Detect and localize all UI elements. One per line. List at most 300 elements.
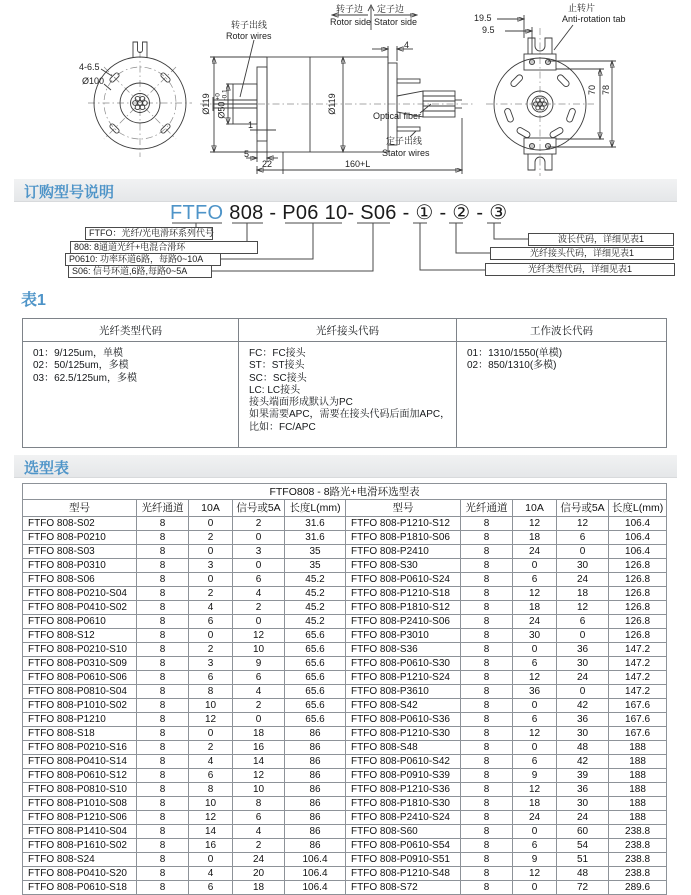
cell-length: 126.8 <box>609 601 667 615</box>
selection-table-title-row <box>23 484 667 500</box>
cell-signal-5a: 72 <box>557 881 609 895</box>
dia-119-right-label: Ø119 <box>327 93 337 115</box>
callout-power-rings: P0610: 功率环道6路，每路0~10A <box>65 253 221 266</box>
cell-10a: 2 <box>189 531 233 545</box>
cell-fiber-channels: 8 <box>461 769 513 783</box>
cell-10a: 24 <box>513 545 557 559</box>
cell-signal-5a: 6 <box>557 531 609 545</box>
cell-model: FTFO 808-P0810-S10 <box>23 783 137 797</box>
cell-model: FTFO 808-P0210-S04 <box>23 587 137 601</box>
callout-signal-rings: S06: 信号环道,6路,每路0~5A <box>68 265 212 278</box>
cell-10a: 9 <box>513 769 557 783</box>
cell-fiber-channels: 8 <box>137 727 189 741</box>
dim-length-label: 160+L <box>345 159 371 169</box>
anti-rotation-label-en: Anti-rotation tab <box>562 14 626 24</box>
cell-fiber-channels: 8 <box>461 713 513 727</box>
table-row <box>23 657 667 671</box>
optical-fiber-label: Optical fiber <box>373 111 422 121</box>
table-row <box>23 797 667 811</box>
cell-length: 45.2 <box>285 587 346 601</box>
cell-signal-5a: 42 <box>557 755 609 769</box>
cell-model: FTFO 808-P1210-S18 <box>346 587 461 601</box>
cell-length: 188 <box>609 755 667 769</box>
table-row <box>23 643 667 657</box>
cell-length: 106.4 <box>609 531 667 545</box>
cell-10a: 30 <box>513 629 557 643</box>
table1-header-connector: 光纤接头代码 <box>239 319 457 342</box>
cell-model: FTFO 808-S18 <box>23 727 137 741</box>
cell-fiber-channels: 8 <box>461 587 513 601</box>
cell-signal-5a: 4 <box>233 825 285 839</box>
dim-9-5-label: 9.5 <box>482 25 495 35</box>
cell-model: FTFO 808-P1610-S02 <box>23 839 137 853</box>
table1-line: FC：FC接头 <box>249 348 306 359</box>
cell-length: 126.8 <box>609 587 667 601</box>
table1-connector-cell <box>239 342 457 448</box>
table1-header-row <box>23 319 667 342</box>
cell-fiber-channels: 8 <box>461 573 513 587</box>
selection-table-title: FTFO808 - 8路光+电滑环选型表 <box>23 484 667 500</box>
model-rest: 808 - P06 10- S06 - ① - ② - ③ <box>229 202 508 224</box>
cell-fiber-channels: 8 <box>461 797 513 811</box>
cell-model: FTFO 808-P3010 <box>346 629 461 643</box>
cell-fiber-channels: 8 <box>137 545 189 559</box>
cell-model: FTFO 808-P0610-S42 <box>346 755 461 769</box>
cell-fiber-channels: 8 <box>137 713 189 727</box>
callout-fiber-type-code: 光纤类型代码，详细见表1 <box>485 263 675 276</box>
cell-fiber-channels: 8 <box>461 615 513 629</box>
table1-wavelength-cell <box>457 342 667 448</box>
cell-fiber-channels: 8 <box>137 657 189 671</box>
cell-10a: 6 <box>189 615 233 629</box>
cell-length: 86 <box>285 727 346 741</box>
cell-model: FTFO 808-S72 <box>346 881 461 895</box>
cell-fiber-channels: 8 <box>137 587 189 601</box>
cell-fiber-channels: 8 <box>137 601 189 615</box>
table-row <box>23 685 667 699</box>
cell-fiber-channels: 8 <box>137 881 189 895</box>
table-row <box>23 881 667 895</box>
cell-signal-5a: 12 <box>557 517 609 531</box>
cell-10a: 2 <box>189 741 233 755</box>
cell-model: FTFO 808-S36 <box>346 643 461 657</box>
cell-10a: 0 <box>189 573 233 587</box>
cell-fiber-channels: 8 <box>461 811 513 825</box>
cell-length: 167.6 <box>609 727 667 741</box>
cell-fiber-channels: 8 <box>137 741 189 755</box>
cell-signal-5a: 12 <box>233 769 285 783</box>
cell-model: FTFO 808-S02 <box>23 517 137 531</box>
cell-model: FTFO 808-P0210-S10 <box>23 643 137 657</box>
cell-signal-5a: 12 <box>557 601 609 615</box>
cell-model: FTFO 808-P0910-S51 <box>346 853 461 867</box>
cell-10a: 4 <box>189 755 233 769</box>
cell-10a: 0 <box>189 727 233 741</box>
cell-model: FTFO 808-S03 <box>23 545 137 559</box>
cell-signal-5a: 39 <box>557 769 609 783</box>
cell-model: FTFO 808-P1810-S12 <box>346 601 461 615</box>
callout-series: FTFO：光纤/光电滑环系列代号 <box>85 227 213 240</box>
dia-50-tol-bottom: -0.1 <box>221 89 228 101</box>
cell-model: FTFO 808-S30 <box>346 559 461 573</box>
table-row <box>23 545 667 559</box>
cell-10a: 8 <box>189 783 233 797</box>
cell-signal-5a: 20 <box>233 867 285 881</box>
cell-model: FTFO 808-P3610 <box>346 685 461 699</box>
cell-fiber-channels: 8 <box>461 839 513 853</box>
cell-fiber-channels: 8 <box>461 853 513 867</box>
cell-10a: 0 <box>189 545 233 559</box>
table-row <box>23 853 667 867</box>
cell-signal-5a: 0 <box>557 685 609 699</box>
cell-length: 188 <box>609 783 667 797</box>
cell-signal-5a: 6 <box>557 615 609 629</box>
cell-length: 188 <box>609 797 667 811</box>
cell-length: 45.2 <box>285 573 346 587</box>
cell-fiber-channels: 8 <box>461 685 513 699</box>
cell-length: 65.6 <box>285 685 346 699</box>
cell-10a: 12 <box>513 867 557 881</box>
cell-length: 147.2 <box>609 671 667 685</box>
cell-10a: 0 <box>513 741 557 755</box>
table-row <box>23 531 667 545</box>
table-row <box>23 825 667 839</box>
table1-body-row <box>23 342 667 448</box>
table-row <box>23 839 667 853</box>
cell-length: 65.6 <box>285 699 346 713</box>
cell-fiber-channels: 8 <box>461 783 513 797</box>
cell-fiber-channels: 8 <box>137 559 189 573</box>
table1-line: LC: LC接头 <box>249 384 301 396</box>
cell-signal-5a: 4 <box>233 587 285 601</box>
table-row <box>23 769 667 783</box>
table1-line: 接头端面形成默认为PC <box>249 397 353 409</box>
cell-signal-5a: 30 <box>557 797 609 811</box>
cell-model: FTFO 808-S06 <box>23 573 137 587</box>
rotor-wires-label-en: Rotor wires <box>226 31 272 41</box>
cell-fiber-channels: 8 <box>137 755 189 769</box>
cell-length: 106.4 <box>609 517 667 531</box>
cell-model: FTFO 808-P1810-S06 <box>346 531 461 545</box>
table-row <box>23 727 667 741</box>
rotor-side-label-cn: 转子边 <box>336 4 364 14</box>
cell-signal-5a: 14 <box>233 755 285 769</box>
cell-length: 106.4 <box>285 867 346 881</box>
cell-10a: 6 <box>513 657 557 671</box>
cell-length: 35 <box>285 545 346 559</box>
cell-length: 65.6 <box>285 713 346 727</box>
table1-line: ST：ST接头 <box>249 360 305 372</box>
selection-table-body <box>23 517 667 895</box>
table-row <box>23 783 667 797</box>
cell-length: 188 <box>609 741 667 755</box>
cell-signal-5a: 24 <box>233 853 285 867</box>
cell-signal-5a: 9 <box>233 657 285 671</box>
cell-signal-5a: 6 <box>233 811 285 825</box>
cell-length: 86 <box>285 797 346 811</box>
cell-fiber-channels: 8 <box>137 811 189 825</box>
table1-line: SC：SC接头 <box>249 372 307 384</box>
table1-line: 02：50/125um，多模 <box>33 360 129 372</box>
selection-section-title: 选型表 <box>24 460 70 477</box>
cell-model: FTFO 808-P0910-S39 <box>346 769 461 783</box>
cell-10a: 18 <box>513 601 557 615</box>
cell-length: 65.6 <box>285 629 346 643</box>
cell-10a: 9 <box>513 853 557 867</box>
cell-model: FTFO 808-P0310-S09 <box>23 657 137 671</box>
cell-model: FTFO 808-P0210 <box>23 531 137 545</box>
cell-10a: 18 <box>513 531 557 545</box>
cell-fiber-channels: 8 <box>461 545 513 559</box>
cell-model: FTFO 808-P1210-S06 <box>23 811 137 825</box>
cell-fiber-channels: 8 <box>461 531 513 545</box>
cell-length: 126.8 <box>609 629 667 643</box>
col-model-right: 型号 <box>346 500 461 517</box>
cell-fiber-channels: 8 <box>461 517 513 531</box>
table1-fiber-type-cell <box>23 342 239 448</box>
cell-length: 147.2 <box>609 657 667 671</box>
cell-fiber-channels: 8 <box>461 755 513 769</box>
table-row <box>23 741 667 755</box>
cell-length: 86 <box>285 769 346 783</box>
cell-10a: 12 <box>189 811 233 825</box>
cell-fiber-channels: 8 <box>137 517 189 531</box>
cell-10a: 0 <box>513 559 557 573</box>
table1-line: 02：850/1310(多模) <box>467 360 557 372</box>
cell-length: 238.8 <box>609 867 667 881</box>
table1-line: 比如：FC/APC <box>249 421 316 433</box>
col-fiber-left: 光纤通道 <box>137 500 189 517</box>
cell-10a: 12 <box>513 587 557 601</box>
cell-model: FTFO 808-P0410-S02 <box>23 601 137 615</box>
cell-model: FTFO 808-S60 <box>346 825 461 839</box>
cell-fiber-channels: 8 <box>461 881 513 895</box>
cell-fiber-channels: 8 <box>137 797 189 811</box>
cell-signal-5a: 54 <box>557 839 609 853</box>
cell-signal-5a: 36 <box>557 713 609 727</box>
table1-line: 01：1310/1550(单模) <box>467 348 563 359</box>
cell-model: FTFO 808-P0610-S06 <box>23 671 137 685</box>
cell-signal-5a: 2 <box>233 517 285 531</box>
cell-fiber-channels: 8 <box>461 601 513 615</box>
cell-length: 126.8 <box>609 559 667 573</box>
cell-signal-5a: 2 <box>233 699 285 713</box>
cell-10a: 12 <box>513 517 557 531</box>
cell-10a: 2 <box>189 643 233 657</box>
cell-signal-5a: 60 <box>557 825 609 839</box>
cell-model: FTFO 808-P0610-S18 <box>23 881 137 895</box>
cell-10a: 12 <box>513 783 557 797</box>
cell-model: FTFO 808-P1210-S48 <box>346 867 461 881</box>
dim-19-5-label: 19.5 <box>474 13 492 23</box>
cell-fiber-channels: 8 <box>137 615 189 629</box>
cell-signal-5a: 3 <box>233 545 285 559</box>
cell-fiber-channels: 8 <box>461 825 513 839</box>
cell-fiber-channels: 8 <box>461 559 513 573</box>
cell-signal-5a: 48 <box>557 741 609 755</box>
cell-signal-5a: 16 <box>233 741 285 755</box>
rotor-wires-label-cn: 转子出线 <box>231 20 268 30</box>
cell-model: FTFO 808-S48 <box>346 741 461 755</box>
cell-length: 45.2 <box>285 615 346 629</box>
cell-10a: 24 <box>513 615 557 629</box>
cell-10a: 12 <box>189 713 233 727</box>
cell-fiber-channels: 8 <box>137 769 189 783</box>
cell-length: 35 <box>285 559 346 573</box>
cell-length: 86 <box>285 811 346 825</box>
cell-model: FTFO 808-P1210 <box>23 713 137 727</box>
cell-fiber-channels: 8 <box>137 825 189 839</box>
cell-signal-5a: 8 <box>233 797 285 811</box>
cell-fiber-channels: 8 <box>137 839 189 853</box>
table-row <box>23 713 667 727</box>
cell-signal-5a: 4 <box>233 685 285 699</box>
stator-wires-label-en: Stator wires <box>382 148 430 158</box>
cell-length: 86 <box>285 839 346 853</box>
cell-length: 167.6 <box>609 699 667 713</box>
cell-10a: 3 <box>189 657 233 671</box>
table-row <box>23 811 667 825</box>
cell-signal-5a: 51 <box>557 853 609 867</box>
dia-50-tol-top: +0 <box>214 93 222 101</box>
cell-10a: 4 <box>189 601 233 615</box>
table-row <box>23 867 667 881</box>
table-row <box>23 573 667 587</box>
cell-model: FTFO 808-P0610-S30 <box>346 657 461 671</box>
cell-fiber-channels: 8 <box>461 629 513 643</box>
cell-signal-5a: 12 <box>233 629 285 643</box>
cell-model: FTFO 808-P0410-S14 <box>23 755 137 769</box>
table-row <box>23 671 667 685</box>
cell-model: FTFO 808-P1210-S30 <box>346 727 461 741</box>
cell-fiber-channels: 8 <box>461 671 513 685</box>
cell-model: FTFO 808-P1010-S08 <box>23 797 137 811</box>
cell-signal-5a: 18 <box>233 727 285 741</box>
rotor-side-label-en: Rotor side <box>330 17 372 27</box>
cell-10a: 0 <box>513 643 557 657</box>
cell-model: FTFO 808-P0410-S20 <box>23 867 137 881</box>
cell-length: 106.4 <box>609 545 667 559</box>
cell-length: 106.4 <box>285 881 346 895</box>
order-model-string <box>170 200 507 225</box>
table1-line: 01：9/125um，单模 <box>33 348 124 359</box>
cell-10a: 6 <box>513 839 557 853</box>
cell-model: FTFO 808-P1410-S04 <box>23 825 137 839</box>
table1-title: 表1 <box>21 292 46 309</box>
cell-10a: 24 <box>513 811 557 825</box>
dim-1-label: 1 <box>248 120 254 130</box>
cell-fiber-channels: 8 <box>137 853 189 867</box>
selection-table <box>22 483 667 895</box>
callout-channels: 808: 8通道光纤+电混合滑环 <box>70 241 258 254</box>
cell-model: FTFO 808-S24 <box>23 853 137 867</box>
cell-10a: 10 <box>189 699 233 713</box>
selection-section-bar <box>14 455 677 478</box>
cell-10a: 0 <box>513 881 557 895</box>
anti-rotation-label-cn: 止转片 <box>568 3 596 13</box>
front-hole-note: 4-6.5 <box>79 62 100 72</box>
table1-header-wavelength: 工作波长代码 <box>457 319 667 342</box>
cell-length: 147.2 <box>609 643 667 657</box>
cell-signal-5a: 0 <box>557 629 609 643</box>
cell-model: FTFO 808-P1210-S12 <box>346 517 461 531</box>
callout-connector-code: 光纤接头代码，详细见表1 <box>490 247 674 260</box>
dim-5-label: 5 <box>244 149 250 159</box>
dia-119-left-label: Ø119 <box>201 93 211 115</box>
cell-signal-5a: 30 <box>557 559 609 573</box>
cell-length: 86 <box>285 783 346 797</box>
cell-length: 86 <box>285 755 346 769</box>
cell-10a: 6 <box>513 713 557 727</box>
cell-fiber-channels: 8 <box>461 727 513 741</box>
cell-length: 126.8 <box>609 573 667 587</box>
cell-signal-5a: 6 <box>233 573 285 587</box>
cell-10a: 0 <box>513 699 557 713</box>
cell-length: 65.6 <box>285 657 346 671</box>
cell-length: 86 <box>285 741 346 755</box>
cell-model: FTFO 808-P1210-S36 <box>346 783 461 797</box>
cell-fiber-channels: 8 <box>137 643 189 657</box>
cell-model: FTFO 808-P2410 <box>346 545 461 559</box>
cell-length: 45.2 <box>285 601 346 615</box>
cell-10a: 6 <box>189 769 233 783</box>
cell-10a: 6 <box>189 881 233 895</box>
dim-70-label: 70 <box>587 84 597 96</box>
col-signal-right: 信号或5A <box>557 500 609 517</box>
cell-signal-5a: 10 <box>233 643 285 657</box>
table-row <box>23 601 667 615</box>
cell-10a: 14 <box>189 825 233 839</box>
cell-10a: 12 <box>513 727 557 741</box>
cell-model: FTFO 808-P2410-S24 <box>346 811 461 825</box>
cell-10a: 0 <box>513 825 557 839</box>
cell-model: FTFO 808-P2410-S06 <box>346 615 461 629</box>
col-model-left: 型号 <box>23 500 137 517</box>
cell-model: FTFO 808-P1810-S30 <box>346 797 461 811</box>
cell-model: FTFO 808-P0310 <box>23 559 137 573</box>
table1-line: 如果需要APC，需要在接头代码后面加APC， <box>249 409 451 421</box>
table-row <box>23 517 667 531</box>
order-section-title: 订购型号说明 <box>24 184 115 201</box>
cell-length: 31.6 <box>285 531 346 545</box>
table1 <box>22 318 667 448</box>
cell-signal-5a: 0 <box>233 713 285 727</box>
cell-10a: 6 <box>513 755 557 769</box>
cell-length: 65.6 <box>285 671 346 685</box>
cell-length: 31.6 <box>285 517 346 531</box>
cell-length: 238.8 <box>609 825 667 839</box>
cell-fiber-channels: 8 <box>461 657 513 671</box>
cell-length: 188 <box>609 811 667 825</box>
table-row <box>23 629 667 643</box>
cell-fiber-channels: 8 <box>137 867 189 881</box>
table-row <box>23 587 667 601</box>
cell-length: 65.6 <box>285 643 346 657</box>
cell-signal-5a: 30 <box>557 657 609 671</box>
cell-signal-5a: 2 <box>233 839 285 853</box>
cell-10a: 3 <box>189 559 233 573</box>
cell-length: 238.8 <box>609 853 667 867</box>
cell-signal-5a: 0 <box>557 545 609 559</box>
stator-side-label-en: Stator side <box>374 17 418 27</box>
cell-model: FTFO 808-P0610-S54 <box>346 839 461 853</box>
cell-model: FTFO 808-S42 <box>346 699 461 713</box>
cell-fiber-channels: 8 <box>461 699 513 713</box>
cell-10a: 2 <box>189 587 233 601</box>
cell-10a: 6 <box>513 573 557 587</box>
cell-model: FTFO 808-P0610 <box>23 615 137 629</box>
cell-model: FTFO 808-P0610-S36 <box>346 713 461 727</box>
